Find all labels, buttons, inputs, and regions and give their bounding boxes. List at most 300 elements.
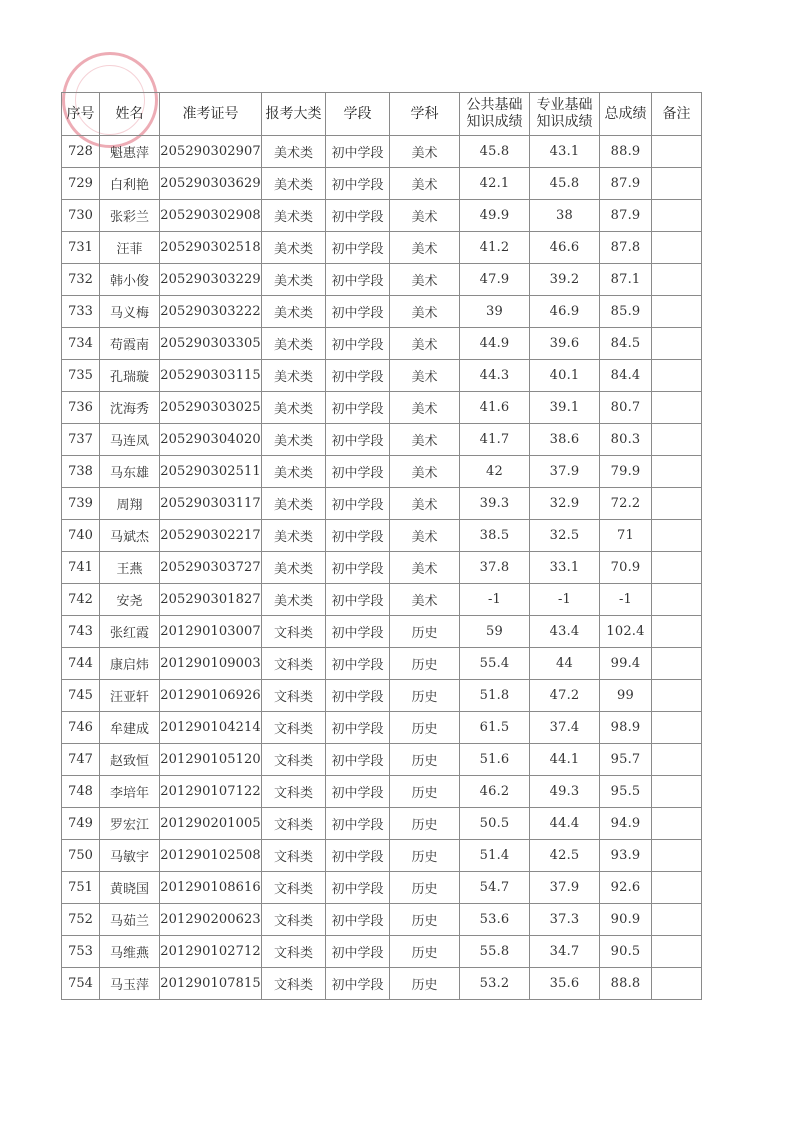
cell-professional-score: 37.3 — [530, 904, 600, 936]
table-row — [62, 232, 702, 264]
cell-category: 美术类 — [262, 232, 326, 264]
cell-name: 马维燕 — [100, 936, 160, 968]
cell-stage: 初中学段 — [326, 200, 390, 232]
cell-category: 文科类 — [262, 776, 326, 808]
table-header-row — [62, 93, 702, 136]
cell-professional-score: 45.8 — [530, 168, 600, 200]
cell-seq: 733 — [62, 296, 100, 328]
cell-exam-id: 201290200623 — [160, 904, 262, 936]
cell-exam-id: 205290302907 — [160, 136, 262, 168]
cell-subject: 历史 — [390, 840, 460, 872]
cell-category: 美术类 — [262, 456, 326, 488]
cell-professional-score: 42.5 — [530, 840, 600, 872]
cell-professional-score: 39.2 — [530, 264, 600, 296]
cell-subject: 美术 — [390, 392, 460, 424]
cell-remarks — [652, 392, 702, 424]
cell-name: 罗宏江 — [100, 808, 160, 840]
cell-public-score: 55.4 — [460, 648, 530, 680]
cell-public-score: 41.6 — [460, 392, 530, 424]
cell-professional-score: 44 — [530, 648, 600, 680]
cell-seq: 750 — [62, 840, 100, 872]
cell-remarks — [652, 328, 702, 360]
cell-stage: 初中学段 — [326, 840, 390, 872]
cell-category: 文科类 — [262, 968, 326, 1000]
cell-seq: 731 — [62, 232, 100, 264]
cell-name: 马义梅 — [100, 296, 160, 328]
cell-public-score: 46.2 — [460, 776, 530, 808]
cell-total-score: 90.5 — [600, 936, 652, 968]
cell-professional-score: 35.6 — [530, 968, 600, 1000]
cell-stage: 初中学段 — [326, 520, 390, 552]
cell-professional-score: 47.2 — [530, 680, 600, 712]
cell-seq: 743 — [62, 616, 100, 648]
cell-public-score: 54.7 — [460, 872, 530, 904]
cell-remarks — [652, 584, 702, 616]
table-row — [62, 616, 702, 648]
table-row — [62, 648, 702, 680]
cell-remarks — [652, 424, 702, 456]
cell-stage: 初中学段 — [326, 552, 390, 584]
cell-total-score: 80.7 — [600, 392, 652, 424]
cell-name: 马玉萍 — [100, 968, 160, 1000]
cell-stage: 初中学段 — [326, 808, 390, 840]
cell-subject: 美术 — [390, 552, 460, 584]
cell-exam-id: 205290303025 — [160, 392, 262, 424]
cell-exam-id: 205290302511 — [160, 456, 262, 488]
cell-name: 马东雄 — [100, 456, 160, 488]
cell-exam-id: 201290104214 — [160, 712, 262, 744]
cell-total-score: 90.9 — [600, 904, 652, 936]
cell-name: 周翔 — [100, 488, 160, 520]
cell-stage: 初中学段 — [326, 136, 390, 168]
cell-stage: 初中学段 — [326, 712, 390, 744]
cell-exam-id: 201290109003 — [160, 648, 262, 680]
table-row — [62, 776, 702, 808]
cell-exam-id: 205290303727 — [160, 552, 262, 584]
cell-seq: 730 — [62, 200, 100, 232]
cell-exam-id: 201290102712 — [160, 936, 262, 968]
cell-stage: 初中学段 — [326, 968, 390, 1000]
cell-public-score: 50.5 — [460, 808, 530, 840]
cell-name: 安尧 — [100, 584, 160, 616]
cell-seq: 740 — [62, 520, 100, 552]
cell-professional-score: 37.9 — [530, 872, 600, 904]
cell-subject: 历史 — [390, 872, 460, 904]
cell-remarks — [652, 712, 702, 744]
cell-seq: 753 — [62, 936, 100, 968]
cell-category: 美术类 — [262, 424, 326, 456]
cell-total-score: 87.8 — [600, 232, 652, 264]
cell-public-score: 42.1 — [460, 168, 530, 200]
cell-total-score: 93.9 — [600, 840, 652, 872]
table-row — [62, 392, 702, 424]
cell-total-score: 102.4 — [600, 616, 652, 648]
cell-category: 美术类 — [262, 296, 326, 328]
cell-public-score: 53.6 — [460, 904, 530, 936]
table-row — [62, 168, 702, 200]
cell-professional-score: 43.4 — [530, 616, 600, 648]
table-row — [62, 296, 702, 328]
cell-total-score: 72.2 — [600, 488, 652, 520]
cell-subject: 历史 — [390, 776, 460, 808]
cell-category: 文科类 — [262, 872, 326, 904]
table-row — [62, 904, 702, 936]
cell-name: 白利艳 — [100, 168, 160, 200]
cell-remarks — [652, 616, 702, 648]
cell-total-score: 70.9 — [600, 552, 652, 584]
cell-category: 美术类 — [262, 328, 326, 360]
cell-name: 马敏宇 — [100, 840, 160, 872]
cell-category: 美术类 — [262, 520, 326, 552]
cell-seq: 746 — [62, 712, 100, 744]
cell-professional-score: 32.9 — [530, 488, 600, 520]
cell-seq: 751 — [62, 872, 100, 904]
table-row — [62, 456, 702, 488]
cell-remarks — [652, 936, 702, 968]
header-name: 姓名 — [100, 93, 160, 136]
cell-subject: 历史 — [390, 904, 460, 936]
cell-name: 王燕 — [100, 552, 160, 584]
cell-exam-id: 205290303305 — [160, 328, 262, 360]
cell-subject: 美术 — [390, 456, 460, 488]
cell-subject: 美术 — [390, 328, 460, 360]
cell-name: 沈海秀 — [100, 392, 160, 424]
cell-total-score: 84.5 — [600, 328, 652, 360]
cell-seq: 742 — [62, 584, 100, 616]
cell-exam-id: 205290302518 — [160, 232, 262, 264]
cell-exam-id: 201290103007 — [160, 616, 262, 648]
cell-seq: 736 — [62, 392, 100, 424]
cell-name: 康启炜 — [100, 648, 160, 680]
cell-category: 文科类 — [262, 744, 326, 776]
header-total-score: 总成绩 — [600, 93, 652, 136]
cell-remarks — [652, 168, 702, 200]
cell-category: 美术类 — [262, 552, 326, 584]
cell-public-score: 55.8 — [460, 936, 530, 968]
cell-total-score: 88.9 — [600, 136, 652, 168]
cell-professional-score: 33.1 — [530, 552, 600, 584]
header-subject: 学科 — [390, 93, 460, 136]
table-row — [62, 808, 702, 840]
cell-name: 黄晓国 — [100, 872, 160, 904]
cell-professional-score: 32.5 — [530, 520, 600, 552]
cell-total-score: 80.3 — [600, 424, 652, 456]
score-table — [61, 92, 702, 1000]
cell-stage: 初中学段 — [326, 296, 390, 328]
header-seq: 序号 — [62, 93, 100, 136]
cell-remarks — [652, 648, 702, 680]
header-stage: 学段 — [326, 93, 390, 136]
cell-category: 文科类 — [262, 680, 326, 712]
cell-name: 牟建成 — [100, 712, 160, 744]
header-category: 报考大类 — [262, 93, 326, 136]
cell-exam-id: 205290301827 — [160, 584, 262, 616]
table-row — [62, 200, 702, 232]
cell-stage: 初中学段 — [326, 168, 390, 200]
cell-stage: 初中学段 — [326, 456, 390, 488]
cell-public-score: 38.5 — [460, 520, 530, 552]
cell-exam-id: 201290105120 — [160, 744, 262, 776]
cell-remarks — [652, 456, 702, 488]
header-public-score: 公共基础知识成绩 — [460, 93, 530, 136]
cell-category: 美术类 — [262, 200, 326, 232]
cell-total-score: 84.4 — [600, 360, 652, 392]
cell-subject: 历史 — [390, 648, 460, 680]
cell-category: 美术类 — [262, 488, 326, 520]
cell-seq: 741 — [62, 552, 100, 584]
cell-seq: 739 — [62, 488, 100, 520]
cell-name: 苟霞南 — [100, 328, 160, 360]
cell-public-score: 44.9 — [460, 328, 530, 360]
cell-subject: 历史 — [390, 744, 460, 776]
cell-category: 美术类 — [262, 168, 326, 200]
cell-remarks — [652, 808, 702, 840]
cell-subject: 美术 — [390, 520, 460, 552]
cell-total-score: 79.9 — [600, 456, 652, 488]
cell-exam-id: 205290303117 — [160, 488, 262, 520]
cell-name: 马斌杰 — [100, 520, 160, 552]
cell-public-score: 44.3 — [460, 360, 530, 392]
cell-name: 赵致恒 — [100, 744, 160, 776]
table-row — [62, 744, 702, 776]
cell-subject: 美术 — [390, 232, 460, 264]
cell-subject: 美术 — [390, 424, 460, 456]
table-row — [62, 584, 702, 616]
cell-total-score: 71 — [600, 520, 652, 552]
cell-seq: 728 — [62, 136, 100, 168]
table-row — [62, 328, 702, 360]
cell-seq: 748 — [62, 776, 100, 808]
cell-stage: 初中学段 — [326, 616, 390, 648]
cell-professional-score: -1 — [530, 584, 600, 616]
cell-exam-id: 201290107122 — [160, 776, 262, 808]
table-row — [62, 136, 702, 168]
cell-seq: 738 — [62, 456, 100, 488]
cell-exam-id: 201290102508 — [160, 840, 262, 872]
cell-remarks — [652, 360, 702, 392]
cell-stage: 初中学段 — [326, 936, 390, 968]
cell-category: 美术类 — [262, 136, 326, 168]
cell-public-score: 49.9 — [460, 200, 530, 232]
cell-category: 文科类 — [262, 840, 326, 872]
table-row — [62, 712, 702, 744]
cell-remarks — [652, 520, 702, 552]
cell-total-score: 95.7 — [600, 744, 652, 776]
cell-professional-score: 46.9 — [530, 296, 600, 328]
cell-total-score: 99.4 — [600, 648, 652, 680]
cell-exam-id: 205290302217 — [160, 520, 262, 552]
cell-stage: 初中学段 — [326, 904, 390, 936]
cell-public-score: 41.7 — [460, 424, 530, 456]
table-row — [62, 264, 702, 296]
table-row — [62, 680, 702, 712]
table-row — [62, 488, 702, 520]
cell-seq: 745 — [62, 680, 100, 712]
cell-subject: 历史 — [390, 680, 460, 712]
cell-stage: 初中学段 — [326, 232, 390, 264]
table-row — [62, 872, 702, 904]
cell-remarks — [652, 744, 702, 776]
cell-name: 张彩兰 — [100, 200, 160, 232]
cell-professional-score: 44.4 — [530, 808, 600, 840]
cell-subject: 美术 — [390, 296, 460, 328]
cell-name: 魁惠萍 — [100, 136, 160, 168]
cell-remarks — [652, 200, 702, 232]
cell-remarks — [652, 776, 702, 808]
cell-subject: 美术 — [390, 264, 460, 296]
cell-remarks — [652, 232, 702, 264]
cell-remarks — [652, 488, 702, 520]
cell-category: 文科类 — [262, 712, 326, 744]
cell-remarks — [652, 552, 702, 584]
cell-seq: 735 — [62, 360, 100, 392]
cell-seq: 744 — [62, 648, 100, 680]
cell-public-score: -1 — [460, 584, 530, 616]
cell-professional-score: 46.6 — [530, 232, 600, 264]
cell-seq: 732 — [62, 264, 100, 296]
cell-category: 美术类 — [262, 584, 326, 616]
cell-name: 张红霞 — [100, 616, 160, 648]
cell-professional-score: 38.6 — [530, 424, 600, 456]
cell-professional-score: 44.1 — [530, 744, 600, 776]
cell-subject: 美术 — [390, 584, 460, 616]
cell-seq: 754 — [62, 968, 100, 1000]
cell-remarks — [652, 680, 702, 712]
cell-name: 韩小俊 — [100, 264, 160, 296]
cell-subject: 美术 — [390, 488, 460, 520]
cell-total-score: 88.8 — [600, 968, 652, 1000]
cell-total-score: 94.9 — [600, 808, 652, 840]
cell-professional-score: 43.1 — [530, 136, 600, 168]
cell-remarks — [652, 872, 702, 904]
cell-exam-id: 201290107815 — [160, 968, 262, 1000]
cell-professional-score: 39.1 — [530, 392, 600, 424]
cell-category: 文科类 — [262, 936, 326, 968]
header-professional-score: 专业基础知识成绩 — [530, 93, 600, 136]
cell-public-score: 42 — [460, 456, 530, 488]
cell-public-score: 59 — [460, 616, 530, 648]
cell-public-score: 41.2 — [460, 232, 530, 264]
cell-category: 文科类 — [262, 808, 326, 840]
cell-professional-score: 38 — [530, 200, 600, 232]
cell-public-score: 51.6 — [460, 744, 530, 776]
cell-public-score: 51.4 — [460, 840, 530, 872]
cell-public-score: 61.5 — [460, 712, 530, 744]
cell-total-score: 87.9 — [600, 168, 652, 200]
table-row — [62, 968, 702, 1000]
cell-remarks — [652, 296, 702, 328]
cell-exam-id: 205290303629 — [160, 168, 262, 200]
cell-subject: 历史 — [390, 712, 460, 744]
cell-public-score: 53.2 — [460, 968, 530, 1000]
cell-exam-id: 205290303115 — [160, 360, 262, 392]
cell-category: 文科类 — [262, 616, 326, 648]
cell-remarks — [652, 904, 702, 936]
cell-exam-id: 205290303222 — [160, 296, 262, 328]
cell-stage: 初中学段 — [326, 328, 390, 360]
cell-category: 文科类 — [262, 904, 326, 936]
cell-remarks — [652, 968, 702, 1000]
cell-subject: 历史 — [390, 936, 460, 968]
cell-professional-score: 37.9 — [530, 456, 600, 488]
cell-category: 美术类 — [262, 264, 326, 296]
cell-seq: 737 — [62, 424, 100, 456]
cell-public-score: 47.9 — [460, 264, 530, 296]
cell-exam-id: 205290302908 — [160, 200, 262, 232]
cell-remarks — [652, 264, 702, 296]
table-row — [62, 552, 702, 584]
cell-name: 孔瑞璇 — [100, 360, 160, 392]
cell-professional-score: 34.7 — [530, 936, 600, 968]
cell-total-score: 99 — [600, 680, 652, 712]
cell-stage: 初中学段 — [326, 424, 390, 456]
cell-subject: 历史 — [390, 616, 460, 648]
table-row — [62, 360, 702, 392]
cell-name: 李培年 — [100, 776, 160, 808]
cell-subject: 美术 — [390, 360, 460, 392]
cell-exam-id: 205290304020 — [160, 424, 262, 456]
cell-exam-id: 205290303229 — [160, 264, 262, 296]
cell-stage: 初中学段 — [326, 584, 390, 616]
cell-subject: 美术 — [390, 168, 460, 200]
cell-professional-score: 39.6 — [530, 328, 600, 360]
cell-total-score: 85.9 — [600, 296, 652, 328]
cell-stage: 初中学段 — [326, 264, 390, 296]
cell-stage: 初中学段 — [326, 680, 390, 712]
cell-public-score: 45.8 — [460, 136, 530, 168]
cell-public-score: 39.3 — [460, 488, 530, 520]
cell-total-score: 87.9 — [600, 200, 652, 232]
cell-exam-id: 201290108616 — [160, 872, 262, 904]
cell-subject: 历史 — [390, 808, 460, 840]
cell-seq: 729 — [62, 168, 100, 200]
cell-remarks — [652, 840, 702, 872]
cell-name: 汪亚轩 — [100, 680, 160, 712]
table-row — [62, 424, 702, 456]
cell-category: 美术类 — [262, 392, 326, 424]
cell-stage: 初中学段 — [326, 776, 390, 808]
cell-subject: 美术 — [390, 136, 460, 168]
cell-total-score: 98.9 — [600, 712, 652, 744]
cell-stage: 初中学段 — [326, 488, 390, 520]
cell-public-score: 37.8 — [460, 552, 530, 584]
cell-stage: 初中学段 — [326, 872, 390, 904]
cell-category: 美术类 — [262, 360, 326, 392]
cell-total-score: 87.1 — [600, 264, 652, 296]
cell-name: 汪菲 — [100, 232, 160, 264]
cell-seq: 752 — [62, 904, 100, 936]
cell-total-score: 92.6 — [600, 872, 652, 904]
cell-public-score: 39 — [460, 296, 530, 328]
cell-subject: 历史 — [390, 968, 460, 1000]
cell-seq: 747 — [62, 744, 100, 776]
cell-professional-score: 37.4 — [530, 712, 600, 744]
cell-professional-score: 49.3 — [530, 776, 600, 808]
cell-professional-score: 40.1 — [530, 360, 600, 392]
table-row — [62, 520, 702, 552]
cell-stage: 初中学段 — [326, 360, 390, 392]
cell-exam-id: 201290106926 — [160, 680, 262, 712]
cell-category: 文科类 — [262, 648, 326, 680]
table-row — [62, 936, 702, 968]
cell-public-score: 51.8 — [460, 680, 530, 712]
cell-seq: 734 — [62, 328, 100, 360]
cell-seq: 749 — [62, 808, 100, 840]
cell-remarks — [652, 136, 702, 168]
table-row — [62, 840, 702, 872]
cell-subject: 美术 — [390, 200, 460, 232]
cell-total-score: -1 — [600, 584, 652, 616]
